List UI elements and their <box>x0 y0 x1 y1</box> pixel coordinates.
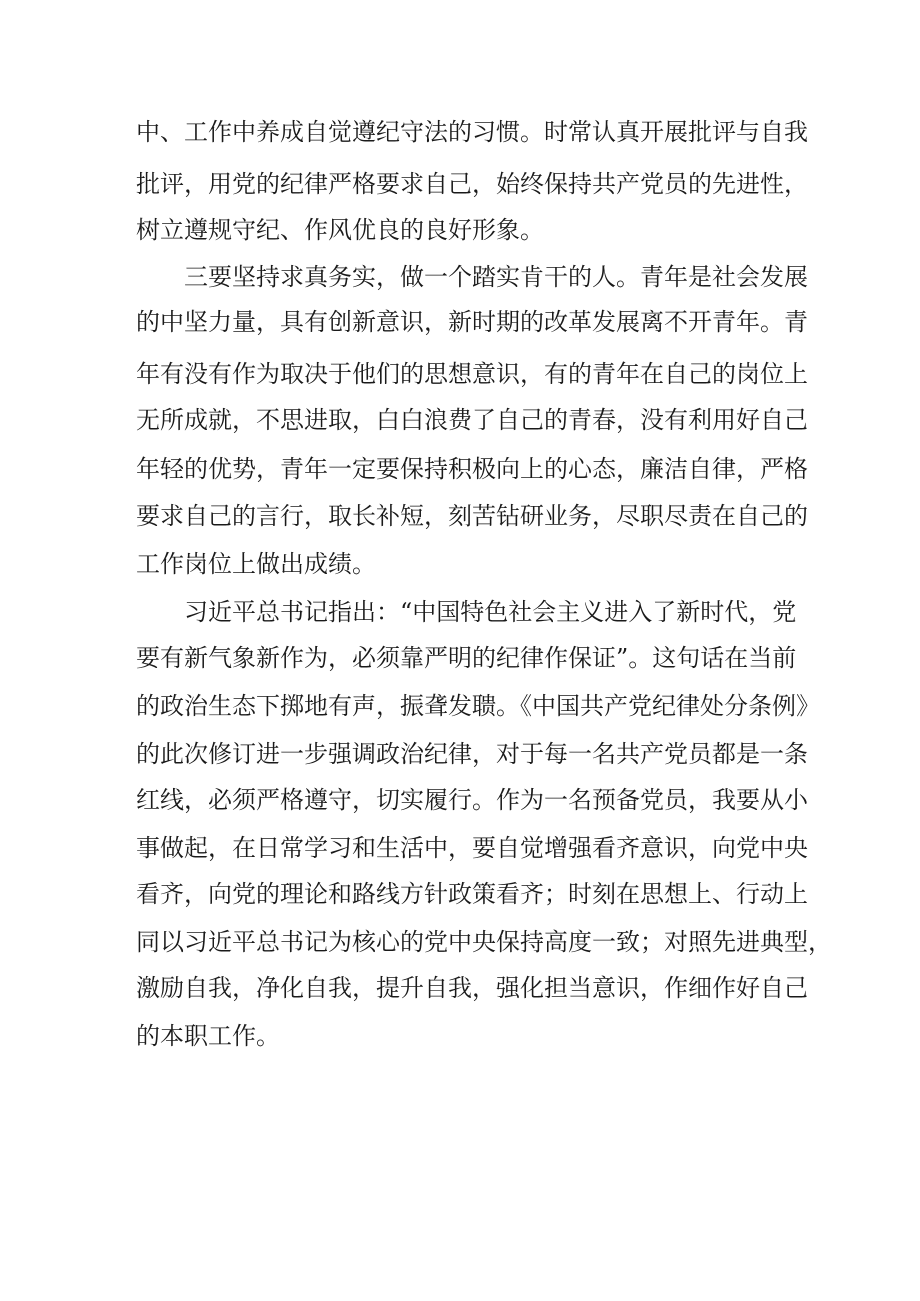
text-line: 激励自我，净化自我，提升自我，强化担当意识，作细作好自己 <box>136 974 808 1002</box>
text-line: 树立遵规守纪、作风优良的良好形象。 <box>136 216 544 244</box>
text-line: 的此次修订进一步强调政治纪律，对于每一名共产党员都是一条 <box>136 740 808 768</box>
text-line: 习近平总书记指出：“中国特色社会主义进入了新时代，党 <box>184 598 797 626</box>
text-line: 看齐，向党的理论和路线方针政策看齐；时刻在思想上、行动上 <box>136 880 808 908</box>
text-line: 无所成就，不思进取，白白浪费了自己的青春，没有利用好自己 <box>136 406 808 434</box>
text-line: 的政治生态下掷地有声，振聋发聩。《中国共产党纪律处分条例》 <box>136 692 820 720</box>
text-line: 要有新气象新作为，必须靠严明的纪律作保证”。这句话在当前 <box>136 644 797 672</box>
text-line: 中、工作中养成自觉遵纪守法的习惯。时常认真开展批评与自我 <box>136 118 808 146</box>
text-line: 年有没有作为取决于他们的思想意识，有的青年在自己的岗位上 <box>136 360 808 388</box>
text-line: 年轻的优势，青年一定要保持积极向上的心态，廉洁自律，严格 <box>136 455 808 483</box>
text-line: 工作岗位上做出成绩。 <box>136 550 376 578</box>
text-line: 要求自己的言行，取长补短，刻苦钻研业务，尽职尽责在自己的 <box>136 502 808 530</box>
text-line: 同以习近平总书记为核心的党中央保持高度一致；对照先进典型， <box>136 928 832 956</box>
text-line: 红线，必须严格遵守，切实履行。作为一名预备党员，我要从小 <box>136 786 808 814</box>
text-line: 批评，用党的纪律严格要求自己，始终保持共产党员的先进性， <box>136 170 808 198</box>
text-line: 的本职工作。 <box>136 1022 280 1050</box>
text-line: 事做起，在日常学习和生活中，要自觉增强看齐意识，向党中央 <box>136 834 808 862</box>
text-line: 的中坚力量，具有创新意识，新时期的改革发展离不开青年。青 <box>136 308 808 336</box>
text-line: 三要坚持求真务实，做一个踏实肯干的人。青年是社会发展 <box>184 263 808 291</box>
